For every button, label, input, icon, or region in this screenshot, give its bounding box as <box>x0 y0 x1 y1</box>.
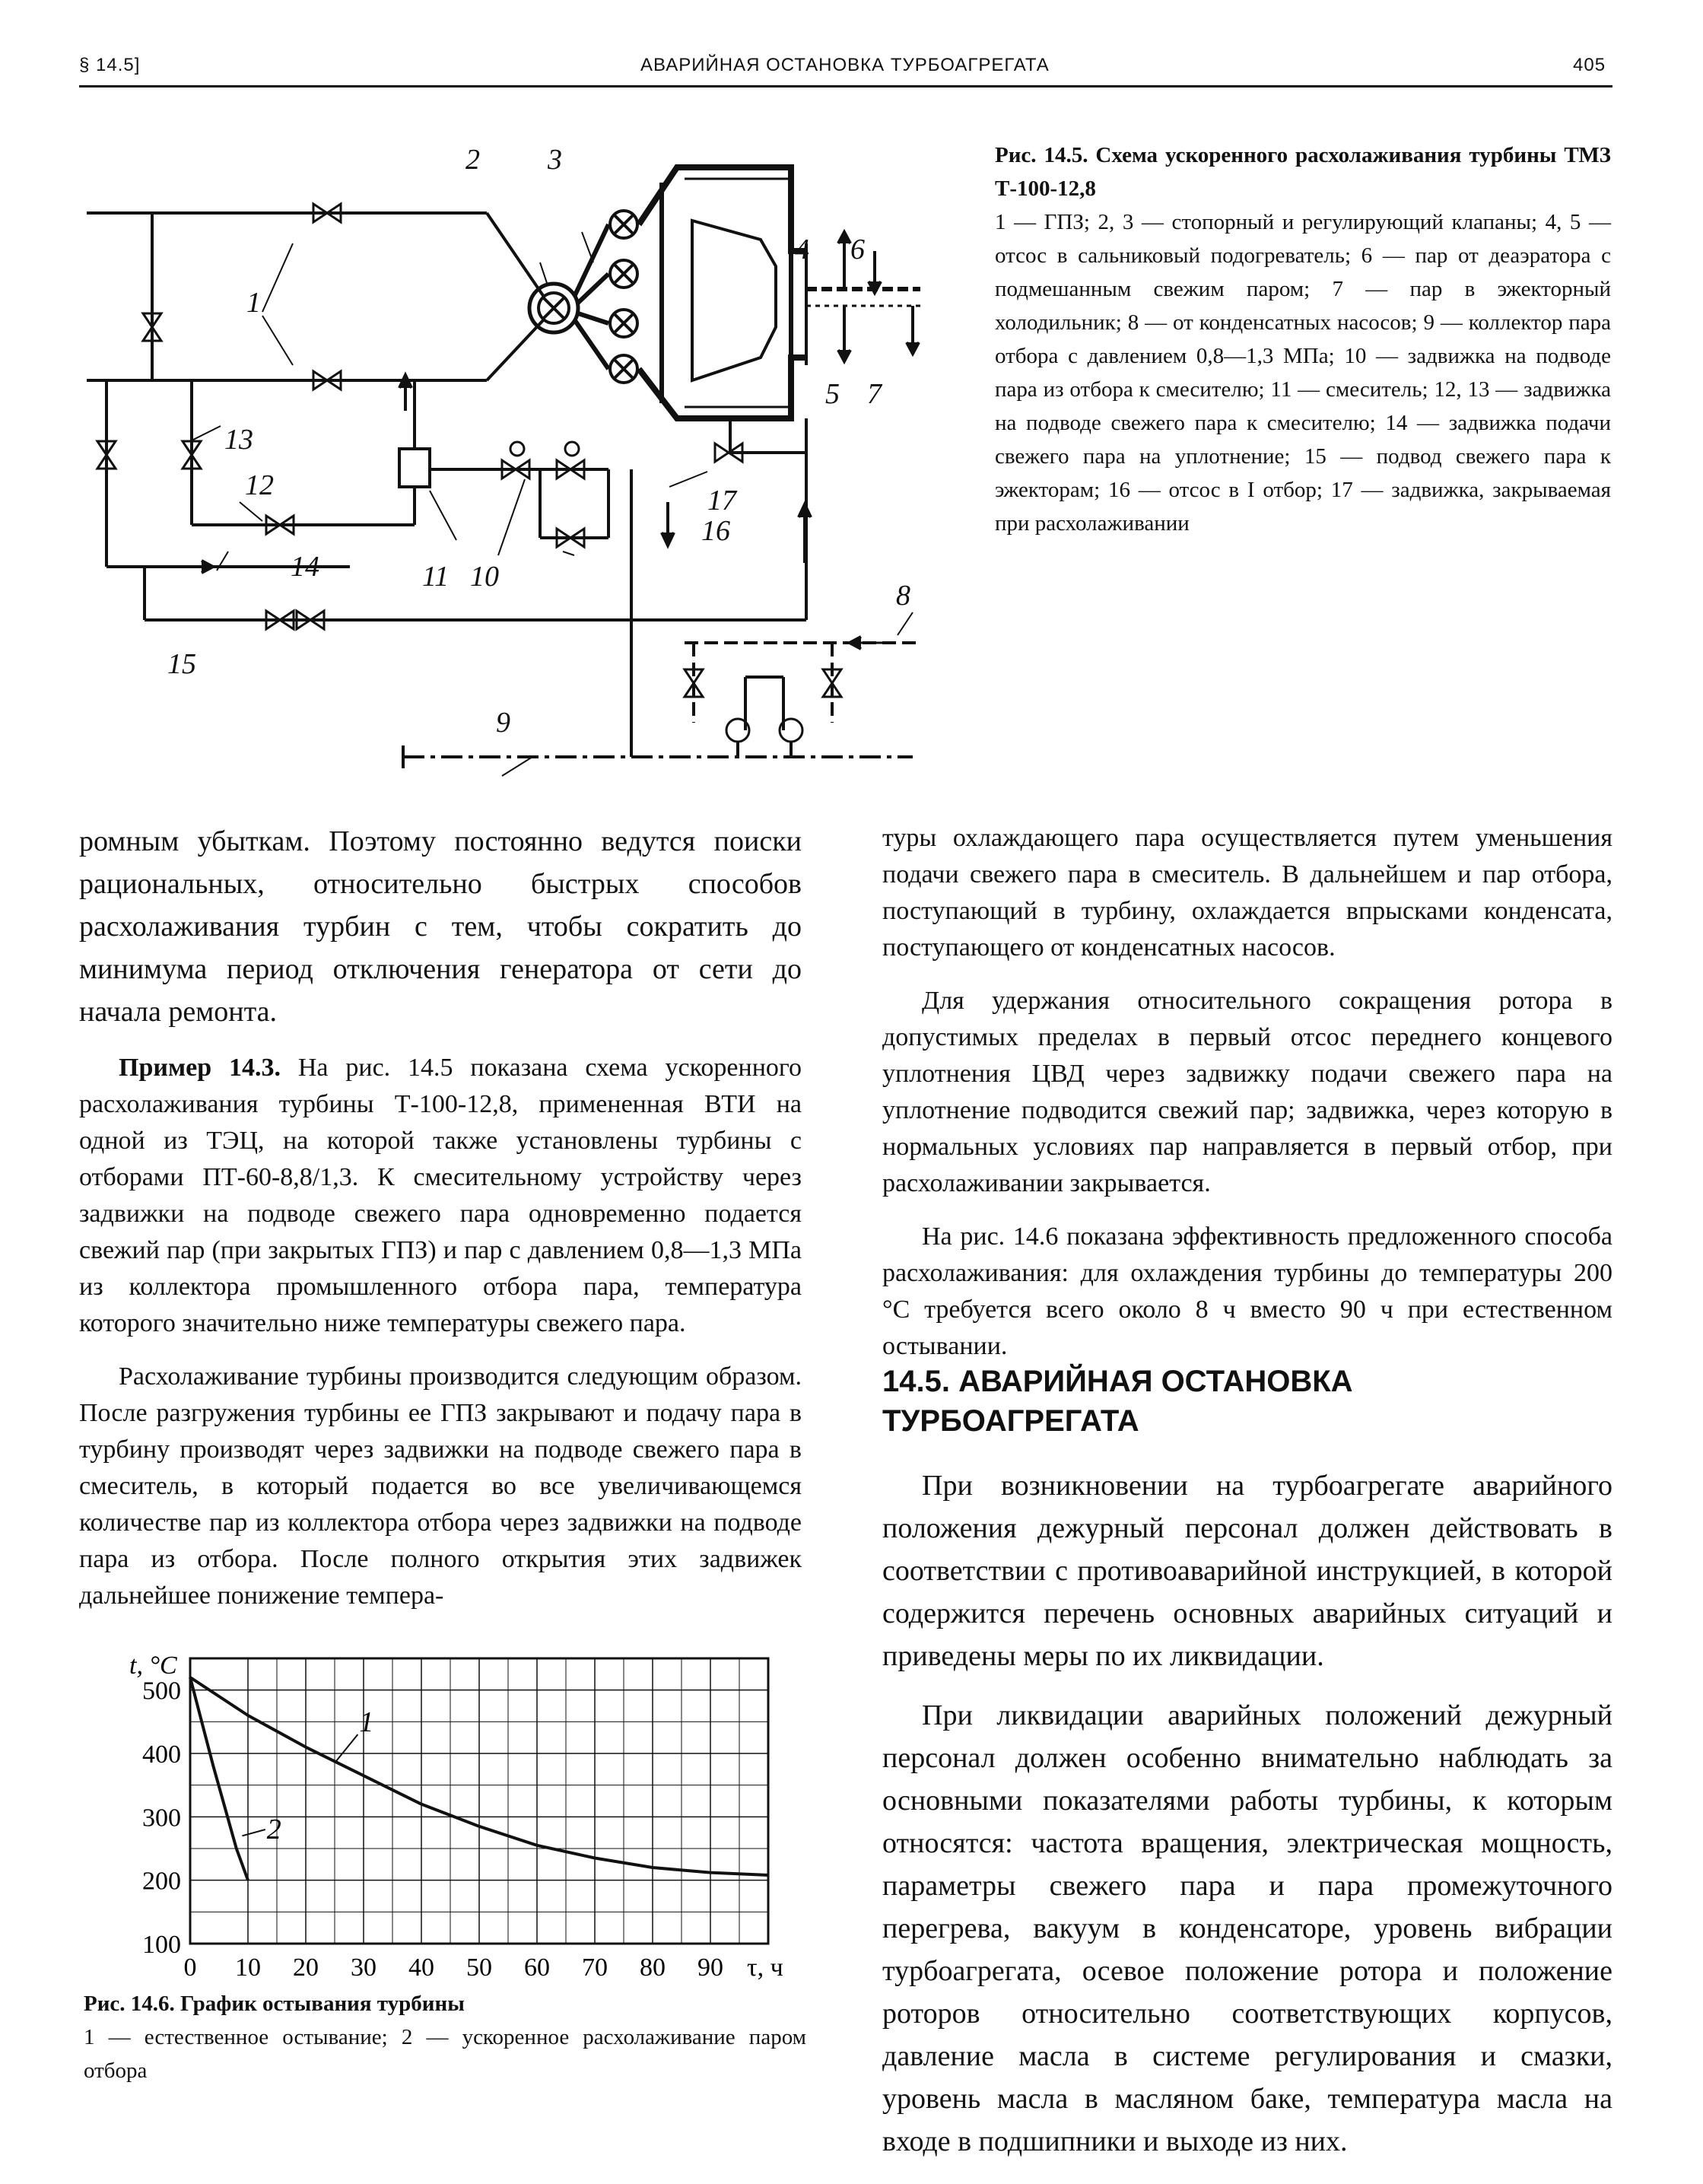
right-paragraph-5: При ликвидации аварийных положений дежурный персонал должен особенно внимательно наблюдать за основными показателями работы турбины, к которым относятся: частота вращения, электрическая мощность, параметры свежего пара и пара промежуточного перегрева, вакуум в конденсаторе, уровень вибрации турбоагрегата, осевое положение ротора и положение роторов относительно соответствующих корпусов, давление масла в системе регулирования и смазки, уровень масла в масляном баке, температура масла на входе в подшипники и выходе из них. <box>882 1699 1612 2157</box>
fig5-label-6: 6 <box>850 234 865 265</box>
fig5-label-11: 11 <box>422 561 450 593</box>
left-paragraph-2 <box>79 1050 802 1342</box>
header-title: АВАРИЙНАЯ ОСТАНОВКА ТУРБОАГРЕГАТА <box>640 55 1050 75</box>
figure-14-6-caption <box>84 1987 806 2087</box>
example-body: На рис. 14.5 показана схема ускоренного расхолаживания турбины Т-100-12,8, примененная ВТИ на одной из ТЭЦ, на которой также установлены турбины с отборами ПТ-60-8,8/1,3. К смесительному устройству через задвижки на подводе свежего пара одновременно подается свежий пар (при закрытых ГПЗ) и пар с давлением 0,8—1,3 МПа из коллектора промышленного отбора пара, температура которого значительно ниже температуры свежего пара. <box>79 1054 802 1337</box>
figure-14-6-chart <box>106 1636 806 1985</box>
right-paragraph-2: Для удержания относительного сокращения ротора в допустимых пределах в первый отсос переднего концевого уплотнения ЦВД через задвижку подачи свежего пара на уплотнение подводится свежий пар; задвижка, через которую в нормальных условиях пар направляется в первый отбор, при расхолаживании закрывается. <box>882 987 1612 1197</box>
example-lead: Пример 14.3. <box>119 1054 281 1082</box>
fig5-label-1: 1 <box>246 287 261 319</box>
y-tick-label: 500 <box>142 1677 181 1706</box>
figure-14-5-schematic <box>76 137 958 799</box>
figure-14-5-caption-body: 1 — ГПЗ; 2, 3 — стопорный и регулирующий клапаны; 4, 5 — отсос в сальниковый подогреватель; 6 — пар от деаэратора с подмешанным свежим паром; 7 — пар в эжекторный холодильник; 8 — от конденсатных насосов; 9 — коллектор пара отбора с давлением 0,8—1,3 МПа; 10 — задвижка на подводе пара из отбора к смесителю; 11 — смеситель; 12, 13 — задвижка на подводе свежего пара к смесителю; 14 — задвижка подачи свежего пара на уплотнение; 15 — подвод свежего пара к эжекторам; 16 — отсос в I отбор; 17 — задвижка, закрываемая при расхолаживании <box>995 210 1611 536</box>
y-tick-label: 200 <box>142 1867 181 1896</box>
fig5-label-8: 8 <box>896 580 910 612</box>
right-paragraph-1: туры охлаждающего пара осуществляется путем уменьшения подачи свежего пара в смеситель. В дальнейшем и пар отбора, поступающий в турбину, охлаждается впрысками конденсата, поступающего от конденсатных насосов. <box>882 824 1612 962</box>
fig5-label-3: 3 <box>548 144 562 176</box>
left-column <box>79 820 802 1631</box>
header-section: § 14.5] <box>79 55 141 75</box>
section-heading-line-2: ТУРБОАГРЕГАТА <box>882 1404 1139 1438</box>
left-paragraph-3: Расхолаживание турбины производится следующим образом. После разгружения турбины ее ГПЗ закрывают и подачу пара в турбину производят через задвижки на подводе свежего пара в смеситель, в который подается во все увеличивающемся количестве пар из коллектора отбора через задвижки на подводе пара из отбора. После полного открытия этих задвижек дальнейшее понижение темпера- <box>79 1362 802 1610</box>
fig5-label-15: 15 <box>167 648 196 680</box>
x-tick-label: 0 <box>183 1954 197 1982</box>
header-page-number: 405 <box>1573 55 1606 75</box>
x-tick-label: 40 <box>408 1954 434 1982</box>
x-tick-label: 20 <box>293 1954 319 1982</box>
series-2-leader <box>242 1830 265 1836</box>
series-1-leader <box>335 1734 357 1763</box>
fig5-label-7: 7 <box>867 378 882 410</box>
fig5-label-17: 17 <box>707 485 736 517</box>
y-tick-label: 300 <box>142 1804 181 1833</box>
fig5-label-10: 10 <box>470 561 499 593</box>
fig5-label-16: 16 <box>701 515 730 547</box>
x-tick-label: 30 <box>351 1954 377 1982</box>
section-heading <box>882 1362 1612 1441</box>
x-tick-label: 90 <box>697 1954 723 1982</box>
right-paragraph-4: При возникновении на турбоагрегате аварийного положения дежурный персонал должен действовать в соответствии с противоаварийной инструкцией, в которой содержится перечень основных аварийных ситуаций и приведены меры по их ликвидации. <box>882 1470 1612 1672</box>
fig5-label-12: 12 <box>245 469 274 501</box>
figure-14-6-caption-body: 1 — естественное остывание; 2 — ускоренное расхолаживание паром отбора <box>84 2025 806 2083</box>
fig5-label-14: 14 <box>291 551 319 583</box>
left-paragraph-1: ромным убыткам. Поэтому постоянно ведутся поиски рациональных, относительно быстрых способов расхолаживания турбин с тем, чтобы сократить до минимума период отключения генератора от сети до начала ремонта. <box>79 825 802 1028</box>
series-2-label: 2 <box>266 1814 281 1845</box>
figure-14-5-caption-title: Рис. 14.5. Схема ускоренного расхолаживания турбины ТМЗ Т-100-12,8 <box>995 143 1611 201</box>
right-column <box>882 820 1612 1381</box>
x-tick-label: 80 <box>640 1954 666 1982</box>
fig5-label-4: 4 <box>795 234 809 265</box>
series-line-2 <box>190 1677 248 1880</box>
x-tick-label: 50 <box>466 1954 492 1982</box>
y-tick-label: 100 <box>142 1931 181 1959</box>
series-1-label: 1 <box>359 1706 374 1738</box>
x-tick-label: 10 <box>235 1954 261 1982</box>
header-rule <box>79 85 1612 87</box>
x-tick-label: 70 <box>582 1954 608 1982</box>
figure-14-6-caption-title: Рис. 14.6. График остывания турбины <box>84 1992 465 2016</box>
right-column-lower <box>882 1464 1612 2179</box>
fig5-label-2: 2 <box>465 144 480 176</box>
fig5-label-13: 13 <box>224 424 253 456</box>
figure-14-5-caption <box>995 138 1611 540</box>
fig5-label-9: 9 <box>496 707 510 739</box>
y-axis-label: t, °C <box>129 1652 177 1680</box>
right-paragraph-3: На рис. 14.6 показана эффективность предложенного способа расхолаживания: для охлаждения турбины до температуры 200 °С требуется всего около 8 ч вместо 90 ч при естественном остывании. <box>882 1222 1612 1360</box>
fig5-label-5: 5 <box>825 378 840 410</box>
section-heading-line-1: 14.5. АВАРИЙНАЯ ОСТАНОВКА <box>882 1365 1353 1398</box>
x-tick-label: 60 <box>524 1954 550 1982</box>
y-tick-label: 400 <box>142 1741 181 1769</box>
x-axis-label: τ, ч <box>747 1954 783 1982</box>
